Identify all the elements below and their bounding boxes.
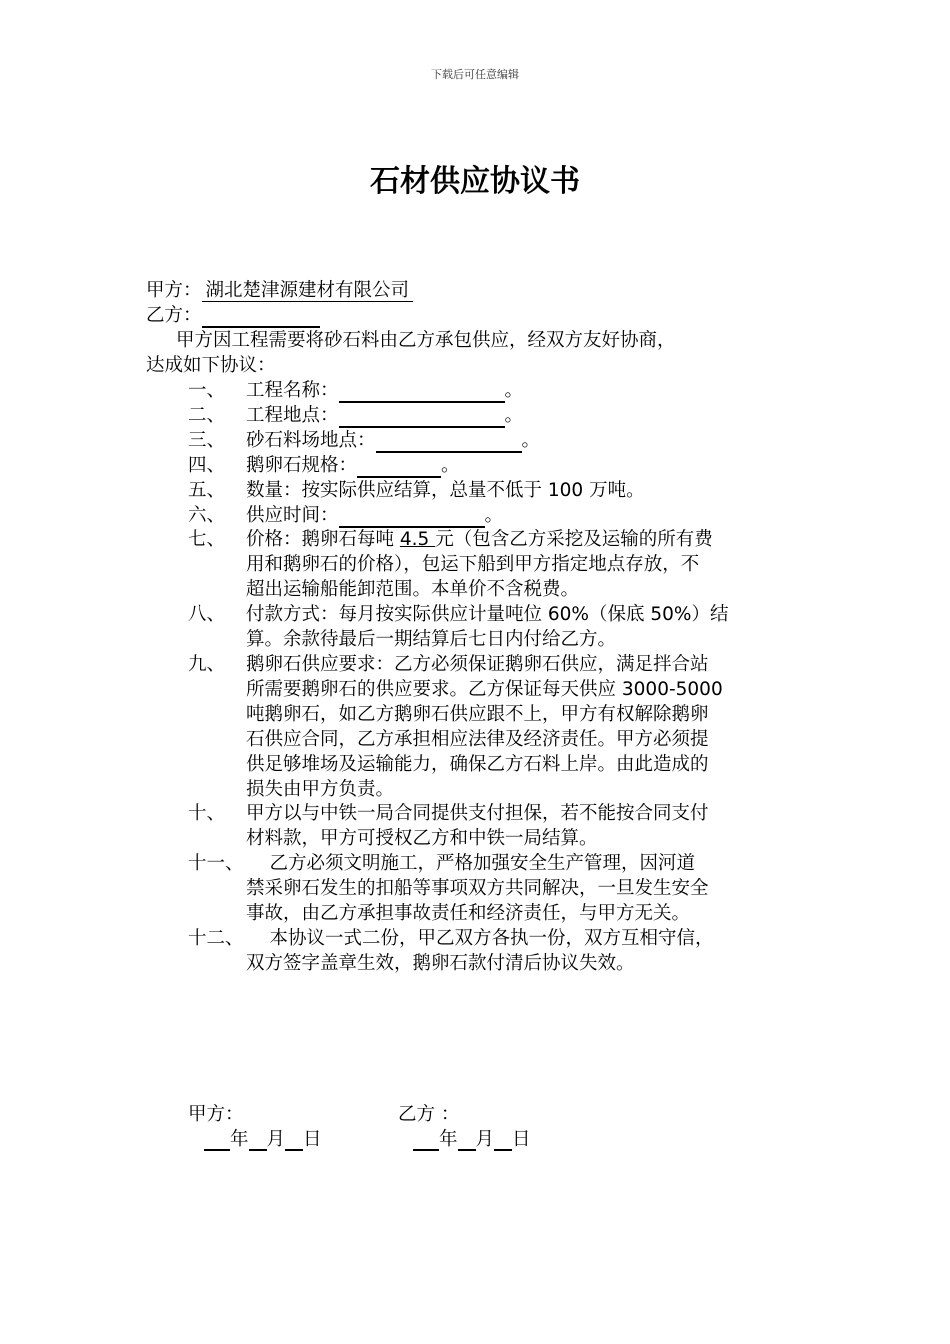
clause-line: 乙方必须文明施工，严格加强安全生产管理，因河道: [246, 853, 696, 874]
clause-end: 。: [504, 405, 524, 426]
intro-line-1: 甲方因工程需要将砂石料由乙方承包供应，经双方友好协商，: [176, 330, 676, 351]
header-note: 下载后可任意编辑: [431, 68, 519, 81]
clause-line: 石供应合同，乙方承担相应法律及经济责任。甲方必须提: [246, 729, 709, 750]
year-blank: [204, 1129, 230, 1151]
clause-line: 禁采卵石发生的扣船等事项双方共同解决，一旦发生安全: [246, 878, 709, 899]
clause-end: 。: [521, 430, 541, 451]
day-blank: [285, 1129, 303, 1151]
party-b-label: 乙方：: [146, 305, 202, 326]
clause-number: 八、: [188, 604, 226, 625]
clause-label: 鹅卵石规格：: [246, 455, 358, 476]
signature-party-a-label: 甲方：: [188, 1104, 244, 1125]
fill-blank: [376, 431, 522, 453]
clause-line: 付款方式：每月按实际供应计量吨位 60%（保底 50%）结: [246, 604, 729, 625]
clause-line: 算。余款待最后一期结算后七日内付给乙方。: [246, 629, 617, 650]
clause-line: 材料款，甲方可授权乙方和中铁一局结算。: [246, 828, 598, 849]
fill-blank: [339, 506, 485, 528]
fill-blank: [339, 381, 505, 403]
clause-end: 。: [484, 505, 504, 526]
year-label: 年: [439, 1129, 458, 1150]
price-value: 4.5: [399, 529, 436, 550]
clause-label: 砂石料场地点：: [246, 430, 376, 451]
clause-line: 事故，由乙方承担事故责任和经济责任，与甲方无关。: [246, 903, 691, 924]
clause-line: 双方签字盖章生效，鹅卵石款付清后协议失效。: [246, 953, 635, 974]
party-a-label: 甲方：: [146, 280, 202, 301]
clause-line: 超出运输船能卸范围。本单价不含税费。: [246, 579, 580, 600]
clause-label: 工程名称：: [246, 380, 339, 401]
month-blank: [249, 1129, 267, 1151]
party-a-name: 湖北楚津源建材有限公司: [202, 280, 414, 302]
clause-line: 用和鹅卵石的价格），包运下船到甲方指定地点存放，不: [246, 554, 700, 575]
clause-line: [246, 527, 826, 552]
clause-number: 二、: [188, 405, 226, 426]
clause-number: 七、: [188, 529, 226, 550]
signature-date-party-b: [413, 1125, 531, 1151]
clause-line: 供足够堆场及运输能力，确保乙方石料上岸。由此造成的: [246, 754, 709, 775]
day-label: 日: [303, 1129, 322, 1150]
clause-number: 四、: [188, 455, 226, 476]
document-title: 石材供应协议书: [370, 164, 580, 199]
clause-number: 一、: [188, 380, 226, 401]
clause-number: 六、: [188, 505, 226, 526]
year-label: 年: [230, 1129, 249, 1150]
clause-label: 供应时间：: [246, 505, 339, 526]
month-label: 月: [266, 1129, 286, 1150]
clause-number: 五、: [188, 480, 226, 501]
clause-end: 。: [504, 380, 524, 401]
clause-line: 所需要鹅卵石的供应要求。乙方保证每天供应 3000-5000: [246, 679, 723, 700]
month-blank: [458, 1129, 476, 1151]
clause-line: 吨鹅卵石，如乙方鹅卵石供应跟不上，甲方有权解除鹅卵: [246, 704, 709, 725]
clause-number: 十二、: [188, 928, 244, 949]
signature-date-party-a: [204, 1125, 322, 1151]
day-blank: [494, 1129, 512, 1151]
clause-number: 九、: [188, 654, 226, 675]
party-b-blank: [202, 306, 320, 328]
clause-line: 本协议一式二份，甲乙双方各执一份，双方互相守信，: [246, 928, 714, 949]
party-b-line: [146, 303, 320, 328]
price-prefix: 价格：鹅卵石每吨: [246, 529, 400, 550]
clause-line: 鹅卵石供应要求：乙方必须保证鹅卵石供应，满足拌合站: [246, 654, 709, 675]
day-label: 日: [512, 1129, 531, 1150]
clause-number: 三、: [188, 430, 226, 451]
signature-party-b-label: 乙方 ：: [398, 1104, 460, 1125]
price-suffix: 元（包含乙方采挖及运输的所有费: [435, 529, 713, 550]
fill-blank: [357, 456, 441, 478]
intro-line-2: 达成如下协议：: [146, 355, 276, 376]
clause-line: 损失由甲方负责。: [246, 779, 395, 800]
clause-number: 十一、: [188, 853, 244, 874]
intro-paragraph: [146, 328, 826, 378]
clause-text: 数量：按实际供应结算，总量不低于 100 万吨。: [246, 480, 645, 501]
year-blank: [413, 1129, 439, 1151]
clause-number: 十、: [188, 803, 226, 824]
month-label: 月: [475, 1129, 495, 1150]
clause-line: 甲方以与中铁一局合同提供支付担保，若不能按合同支付: [246, 803, 709, 824]
party-a-line: [146, 278, 413, 303]
clause-end: 。: [441, 455, 460, 476]
clause-label: 工程地点：: [246, 405, 339, 426]
fill-blank: [339, 406, 505, 428]
